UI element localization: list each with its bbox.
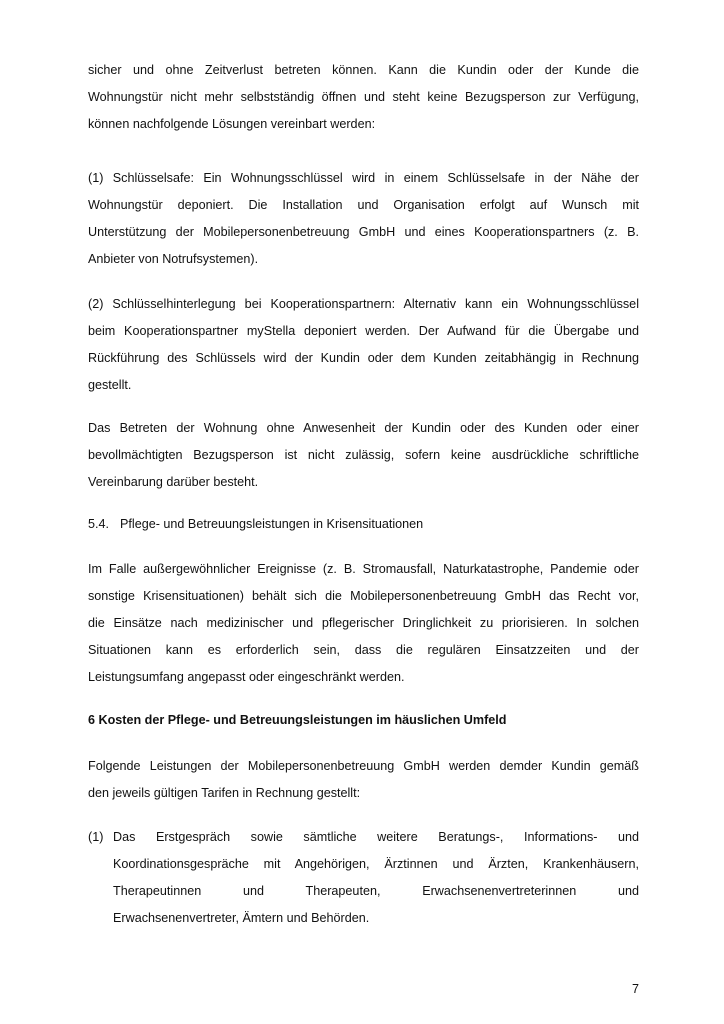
option-2-line: (2) Schlüsselhinterlegung bei Kooperationspartnern: Alternativ kann ein Wohnungsschlüssel <box>88 297 639 311</box>
entry-line: Vereinbarung darüber besteht. <box>88 475 259 489</box>
crisis-line: sonstige Krisensituationen) behält sich die Mobilepersonenbetreuung GmbH das Recht vor, <box>88 589 639 603</box>
section-title: Pflege- und Betreuungsleistungen in Krisensituationen <box>120 517 424 531</box>
list-item-number: (1) <box>88 830 104 844</box>
intro-line: können nachfolgende Lösungen vereinbart werden: <box>88 117 376 131</box>
option-2-line: gestellt. <box>88 378 132 392</box>
cost-item-line: Das Erstgespräch sowie sämtliche weitere Beratungs-, Informations- und <box>113 830 639 844</box>
option-2-line: Rückführung des Schlüssels wird der Kundin oder dem Kunden zeitabhängig in Rechnung <box>88 351 639 365</box>
intro-line: sicher und ohne Zeitverlust betreten können. Kann die Kundin oder der Kunde die <box>88 63 639 77</box>
cost-item-line: Erwachsenenvertreter, Ämtern und Behörden. <box>113 911 370 925</box>
option-1-line: Wohnungstür deponiert. Die Installation und Organisation erfolgt auf Wunsch mit <box>88 198 639 212</box>
entry-line: bevollmächtigten Bezugsperson ist nicht zulässig, sofern keine ausdrückliche schriftliche <box>88 448 639 462</box>
cost-item-line: Koordinationsgespräche mit Angehörigen, Ärztinnen und Ärzten, Krankenhäusern, <box>113 857 639 871</box>
section-number: 5.4. <box>88 517 110 531</box>
crisis-line: die Einsätze nach medizinischer und pflegerischer Dringlichkeit zu priorisieren. In solchen <box>88 616 639 630</box>
intro-line: Wohnungstür nicht mehr selbstständig öffnen und steht keine Bezugsperson zur Verfügung, <box>88 90 639 104</box>
crisis-line: Im Falle außergewöhnlicher Ereignisse (z. B. Stromausfall, Naturkatastrophe, Pandemie oder <box>88 562 639 576</box>
crisis-line: Situationen kann es erforderlich sein, dass die regulären Einsatzzeiten und der <box>88 643 639 657</box>
cost-item-line: Therapeutinnen und Therapeuten, Erwachsenenvertreterinnen und <box>113 884 639 898</box>
costs-intro-line: den jeweils gültigen Tarifen in Rechnung gestellt: <box>88 786 361 800</box>
option-1-line: (1) Schlüsselsafe: Ein Wohnungsschlüssel wird in einem Schlüsselsafe in der Nähe der <box>88 171 639 185</box>
page-number: 7 <box>632 982 640 996</box>
crisis-line: Leistungsumfang angepasst oder eingeschränkt werden. <box>88 670 405 684</box>
option-1-line: Anbieter von Notrufsystemen). <box>88 252 259 266</box>
costs-intro-line: Folgende Leistungen der Mobilepersonenbetreuung GmbH werden demder Kundin gemäß <box>88 759 639 773</box>
section-6-heading: 6 Kosten der Pflege- und Betreuungsleistungen im häuslichen Umfeld <box>88 713 507 727</box>
entry-line: Das Betreten der Wohnung ohne Anwesenheit der Kundin oder des Kunden oder einer <box>88 421 639 435</box>
option-2-line: beim Kooperationspartner myStella deponiert werden. Der Aufwand für die Übergabe und <box>88 324 639 338</box>
option-1-line: Unterstützung der Mobilepersonenbetreuung GmbH und eines Kooperationspartners (z. B. <box>88 225 639 239</box>
